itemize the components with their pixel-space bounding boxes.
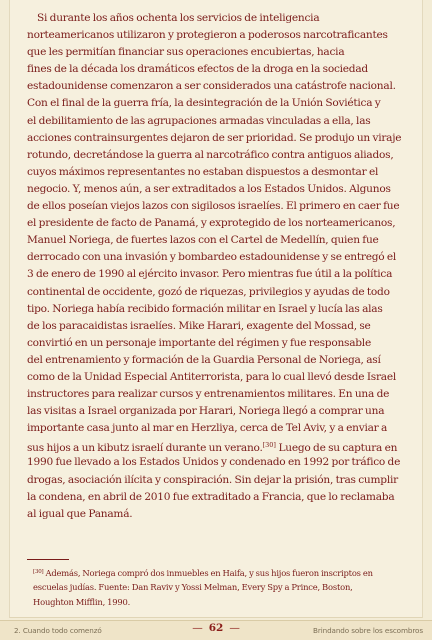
page-number: 62 (208, 622, 224, 634)
body-line: cuyos máximos representantes no estaban dispuestos a desmontar el (27, 165, 379, 178)
body-line: acciones contrainsurgentes dejaron de ser prioridad. Se produjo un viraje (27, 131, 402, 144)
body-line: drogas, asociación ilícita y conspiración. Sin dejar la prisión, tras cumplir (27, 473, 398, 486)
footnote (33, 565, 413, 611)
footnote-line (33, 565, 413, 580)
body-line: Manuel Noriega, de fuertes lazos con el Cartel de Medellín, quien fue (27, 234, 379, 247)
body-line: del entrenamiento y formación de la Guardia Personal de Noriega, así (27, 353, 381, 366)
body-line: rotundo, decretándose la guerra al narcotráfico contra antiguos aliados, (27, 148, 394, 161)
body-line: instructores para realizar cursos y entrenamientos militares. En una de (27, 388, 390, 401)
footnote-mark: [30] (33, 569, 44, 575)
body-line: las visitas a Israel organizada por Harari, Noriega llegó a comprar una (27, 405, 385, 418)
body-line: de los paracaidistas israelíes. Mike Harari, exagente del Mossad, se (27, 319, 371, 332)
footnote-line: escuelas judías. Fuente: Dan Raviv y Yossi Melman, Every Spy a Prince, Boston, (33, 582, 353, 593)
body-line: negocio. Y, menos aún, a ser extraditados a los Estados Unidos. Algunos (27, 182, 391, 195)
body-line: Si durante los años ochenta los servicios de inteligencia (37, 12, 320, 24)
body-line: convirtió en un personaje importante del régimen y fue responsable (27, 336, 371, 349)
body-line: la condena, en abril de 2010 fue extraditado a Francia, que lo reclamaba (27, 490, 395, 503)
body-line: que les permitían financiar sus operaciones encubiertas, hacia (27, 46, 345, 59)
body-line: derrocado con una invasión y bombardeo estadounidense y se entregó el (27, 251, 397, 264)
body-line: como de la Unidad Especial Antiterrorista, para lo cual llevó desde Israel (27, 370, 396, 383)
body-line: Con el final de la guerra fría, la desintegración de la Unión Soviética y (27, 97, 381, 110)
body-line: tipo. Noriega había recibido formación militar en Israel y lucía las alas (27, 302, 383, 315)
body-line: importante casa junto al mar en Herzliya, cerca de Tel Aviv, y a enviar a (27, 422, 388, 435)
body-line: de ellos poseían viejos lazos con sigilosos israelíes. El primero en caer fue (27, 200, 400, 213)
body-line: al igual que Panamá. (27, 507, 133, 520)
body-line: fines de la década los dramáticos efectos de la droga en la sociedad (27, 63, 368, 76)
body-line: continental de occidente, gozó de riquezas, privilegios y ayudas de todo (27, 285, 390, 298)
footnote-line: Houghton Mifflin, 1990. (33, 597, 131, 608)
body-line: norteamericanos utilizaron y protegieron a poderosos narcotraficantes (27, 29, 388, 42)
body-line: el debilitamiento de las agrupaciones armadas vinculadas a ella, las (27, 114, 371, 127)
body-line-text: Luego de su captura en (278, 442, 398, 455)
footnote-reference[interactable]: [30] (262, 441, 276, 450)
body-line: el presidente de facto de Panamá, y exprotegido de los norteamericanos, (27, 217, 396, 230)
body-line-text: sus hijos a un kibutz israelí durante un verano. (27, 442, 263, 455)
dash-left: — (192, 622, 203, 634)
body-line: estadounidense comenzaron a ser considerados una catástrofe nacional. (27, 80, 396, 93)
footnote-text: Además, Noriega compró dos inmuebles en Haifa, y sus hijos fueron inscriptos en (45, 568, 373, 578)
chapter-title: 2. Cuando todo comenzó (14, 626, 102, 635)
body-line: 3 de enero de 1990 al ejército invasor. Pero mientras fue útil a la política (27, 268, 393, 281)
body-line: 1990 fue llevado a los Estados Unidos y condenado en 1992 por tráfico de (27, 456, 401, 469)
page-footer (0, 620, 432, 640)
footnote-divider (27, 559, 69, 560)
body-paragraph (27, 10, 409, 523)
dash-right: — (229, 622, 240, 634)
book-title: Brindando sobre los escombros (313, 626, 423, 635)
body-line (27, 437, 409, 454)
